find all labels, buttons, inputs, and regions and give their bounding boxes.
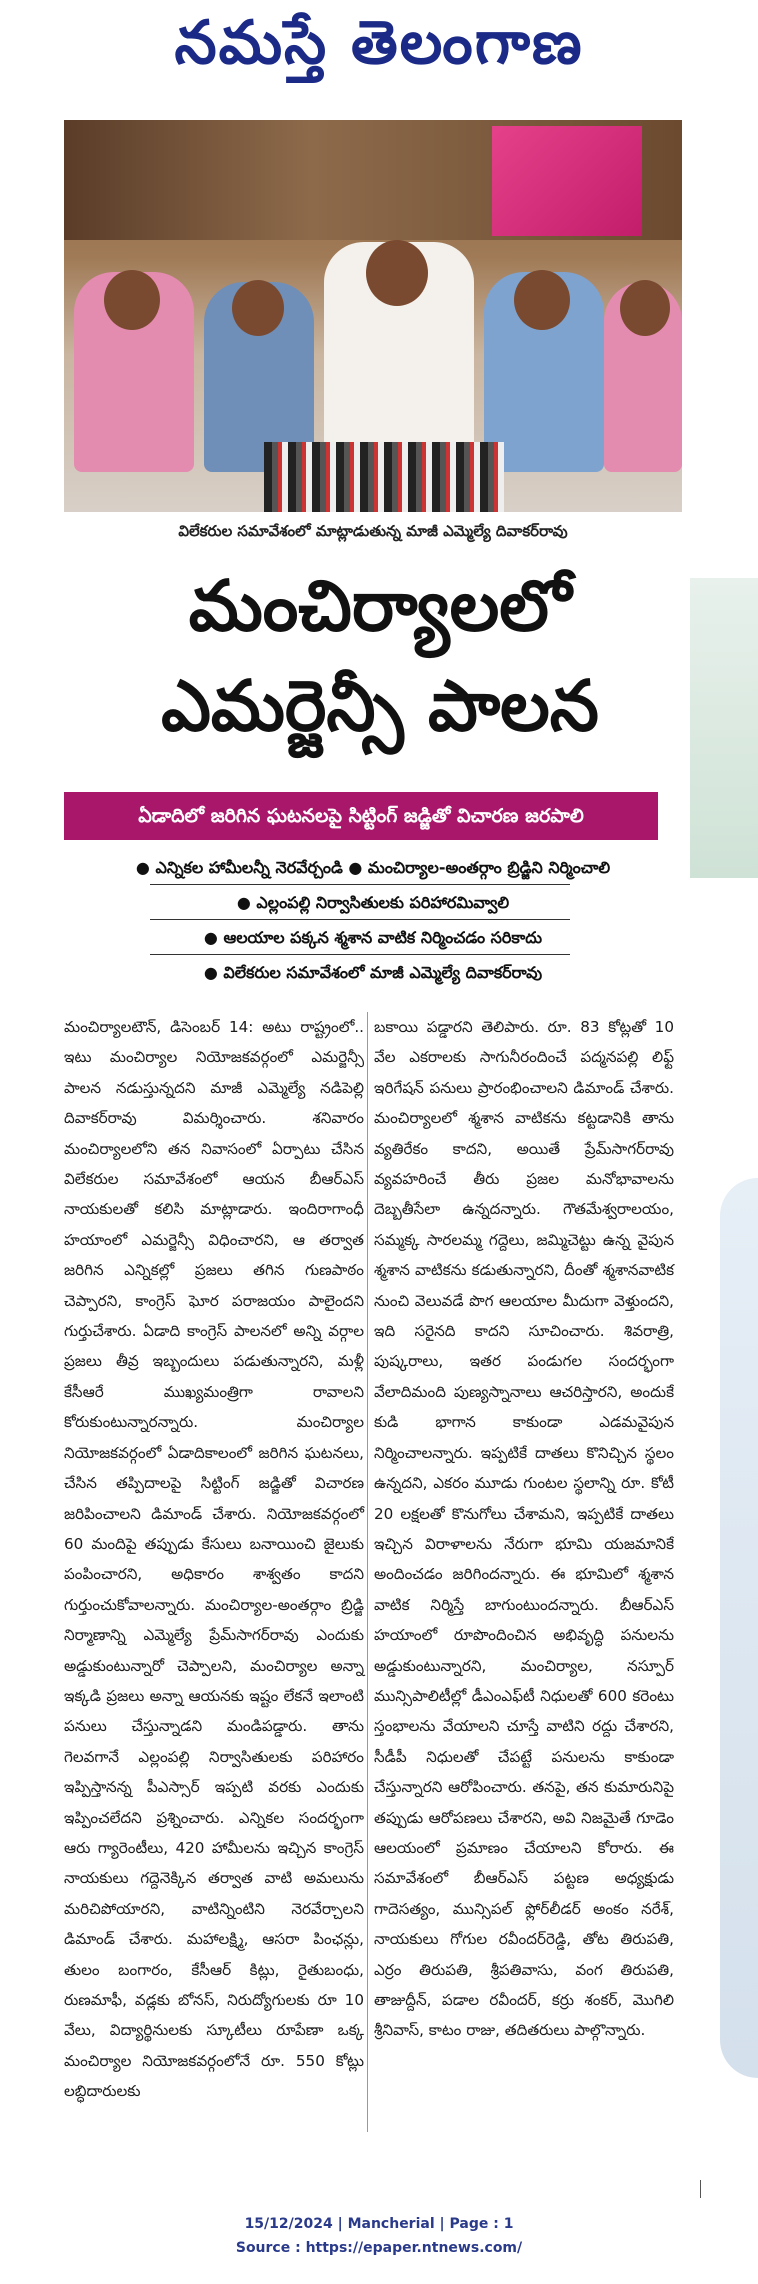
article-column-2: బకాయి పడ్డారని తెలిపారు. రూ. 83 కోట్లతో 10 వేల ఎకరాలకు సాగునీరందించే పద్మనపల్లి లిఫ్ట్ ఇరిగేషన్ పనులు ప్రారంభించాలని డిమాండ్ చేశారు. మంచిర్యాలలో శ్మశాన వాటికను కట్టడానికి తాను వ్యతిరేకం కాదని, అయితే ప్రేమ్‌సాగర్‌రావు వ్యవహరించే తీరు ప్రజల మనోభావాలను దెబ్బతీసేలా ఉన్నదన్నారు. గౌతమేశ్వరాలయం, సమ్మక్క సారలమ్మ గద్దెలు, జమ్మిచెట్టు ఉన్న వైపున శ్మశాన వాటికను కడుతున్నారని, దీంతో శ్మశానవాటిక నుంచి వెలువడే పొగ ఆలయాల మీదుగా వెళ్తుందని, ఇది సరైనది కాదని సూచించారు. శివరాత్రి, పుష్కరాలు, ఇతర పండుగల సందర్భంగా వేలాదిమంది పుణ్యస్నానాలు ఆచరిస్తారని, అందుకే కుడి భాగాన కాకుండా ఎడమవైపున నిర్మించాలన్నారు. ఇప్పటికే దాతలు కొనిచ్చిన స్థలం ఉన్నదని, ఎకరం మూడు గుంటల స్థలాన్ని రూ. కోటీ 20 లక్షలతో కొనుగోలు చేశామని, ఇప్పటికే దాతలు ఇచ్చిన విరాళాలను నేరుగా భూమి యజమానికే అందించడం జరిగిందన్నారు. ఈ భూమిలో శ్మశాన వాటిక నిర్మిస్తే బాగుంటుందన్నారు. బీఆర్‌ఎస్ హయాంలో రూపొందించిన అభివృద్ధి పనులను అడ్డుకుంటున్నారని, మంచిర్యాల, నస్పూర్ మున్సిపాలిటీల్లో డీఎంఎఫ్‌టీ నిధులతో 600 కరెంటు స్తంభాలను వేయాలని చూస్తే వాటిని రద్దు చేశారని, సీడీపీ నిధులతో చేపట్టే పనులను కాకుండా చేస్తున్నారని ఆరోపించారు. తనపై, తన కుమారునిపై తప్పుడు ఆరోపణలు చేశారని, అవి నిజమైతే గూడెం ఆలయంలో ప్రమాణం చేయాలని కోరారు. ఈ సమావేశంలో బీఆర్‌ఎస్ పట్టణ అధ్యక్షుడు గాదెసత్యం, మున్సిపల్ ఫ్లోర్‌లీడర్ అంకం నరేశ్, నాయకులు గోగుల రవీందర్‌రెడ్డి, తోట తిరుపతి, ఎర్రం తిరుపతి, శ్రీపతివాసు, వంగ తిరుపతి, తాజుద్దీన్, పడాల రవీందర్, కర్రు శంకర్, మొగిలి శ్రీనివాస్, కాటం రాజు, తదితరులు పాల్గొన్నారు. <box>374 1018 674 2040</box>
highlight-bullet: ● ఎల్లంపల్లి నిర్వాసితులకు పరిహారమివ్వాలి <box>236 893 510 912</box>
divider <box>150 954 570 955</box>
column-divider <box>367 1012 368 2132</box>
highlight-bullet: ● విలేకరుల సమావేశంలో మాజీ ఎమ్మెల్యే దివాకర్‌రావు <box>203 963 543 982</box>
article-column-1: మంచిర్యాలటౌన్, డిసెంబర్ 14: అటు రాష్ట్రంలో.. ఇటు మంచిర్యాల నియోజకవర్గంలో ఎమర్జెన్సీ పాలన నడుస్తున్నదని మాజీ ఎమ్మెల్యే నడిపెల్లి దివాకర్‌రావు విమర్శించారు. శనివారం మంచిర్యాలలోని తన నివాసంలో ఏర్పాటు చేసిన విలేకరుల సమావేశంలో ఆయన బీఆర్‌ఎస్ నాయకులతో కలిసి మాట్లాడారు. ఇందిరాగాంధీ హయాంలో ఎమర్జెన్సీ విధించారని, ఆ తర్వాత జరిగిన ఎన్నికల్లో ప్రజలు తగిన గుణపాఠం చెప్పారని, కాంగ్రెస్ ఘోర పరాజయం పాలైందని గుర్తుచేశారు. ఏడాది కాంగ్రెస్ పాలనలో అన్ని వర్గాల ప్రజలు తీవ్ర ఇబ్బందులు పడుతున్నారని, మళ్లీ కేసీఆరే ముఖ్యమంత్రిగా రావాలని కోరుకుంటున్నారన్నారు. మంచిర్యాల నియోజకవర్గంలో ఏడాదికాలంలో జరిగిన ఘటనలు, చేసిన తప్పిదాలపై సిట్టింగ్ జడ్జితో విచారణ జరిపించాలని డిమాండ్ చేశారు. నియోజకవర్గంలో 60 మందిపై తప్పుడు కేసులు బనాయించి జైలుకు పంపించారని, అధికారం శాశ్వతం కాదని గుర్తుంచుకోవాలన్నారు. మంచిర్యాల-అంతర్గాం బ్రిడ్జి నిర్మాణాన్ని ఎమ్మెల్యే ప్రేమ్‌సాగర్‌రావు ఎందుకు అడ్డుకుంటున్నారో చెప్పాలని, మంచిర్యాల అన్నా ఇక్కడి ప్రజలు అన్నా ఆయనకు ఇష్టం లేకనే ఇలాంటి పనులు చేస్తున్నాడని మండిపడ్డారు. తాను గెలవగానే ఎల్లంపల్లి నిర్వాసితులకు పరిహారం ఇప్పిస్తానన్న పీఎస్సార్ ఇప్పటి వరకు ఎందుకు ఇప్పించలేదని ప్రశ్నించారు. ఎన్నికల సందర్భంగా ఆరు గ్యారెంటీలు, 420 హామీలను ఇచ్చిన కాంగ్రెస్ నాయకులు గద్దెనెక్కిన తర్వాత వాటి అమలును మరిచిపోయారని, వాటిన్నింటిని నెరవేర్చాలని డిమాండ్ చేశారు. మహాలక్ష్మి, ఆసరా పింఛన్లు, తులం బంగారం, కేసీఆర్ కిట్లు, రైతుబంధు, రుణమాఫీ, వడ్లకు బోనస్, నిరుద్యోగులకు రూ 10 వేలు, విద్యార్థినులకు స్కూటీలు రూపేణా ఒక్క మంచిర్యాల నియోజకవర్గంలోనే రూ. 550 కోట్లు లబ్ధిదారులకు <box>64 1018 364 2101</box>
divider <box>150 919 570 920</box>
adjacent-page-edge <box>690 578 758 2258</box>
highlight-bullet: ● ఆలయాల పక్కన శ్మశాన వాటిక నిర్మించడం సరికాదు <box>203 928 543 947</box>
photo-caption: విలేకరుల సమావేశంలో మాట్లాడుతున్న మాజీ ఎమ్మెల్యే దివాకర్‌రావు <box>178 522 568 540</box>
footer-source: Source : https://epaper.ntnews.com/ <box>235 2240 523 2256</box>
headline-line-2: ఎమర్జెన్సీ పాలన <box>161 665 599 747</box>
highlight-bullet: ● ఎన్నికల హామీలన్నీ నెరవేర్చండి ● మంచిర్యాల-అంతర్గాం బ్రిడ్జిని నిర్మించాలి <box>135 858 611 877</box>
headline-line-1: మంచిర్యాలలో <box>188 565 572 647</box>
press-meet-photo <box>64 120 682 512</box>
divider <box>150 884 570 885</box>
footer-dateline: 15/12/2024 | Mancherial | Page : 1 <box>244 2216 514 2232</box>
masthead-logo: నమస్తే తెలంగాణ <box>174 8 584 78</box>
subheadline-banner: ఏడాదిలో జరిగిన ఘటనలపై సిట్టింగ్ జడ్జితో విచారణ జరపాలి <box>64 792 658 840</box>
page-edge-mark <box>700 2180 701 2198</box>
